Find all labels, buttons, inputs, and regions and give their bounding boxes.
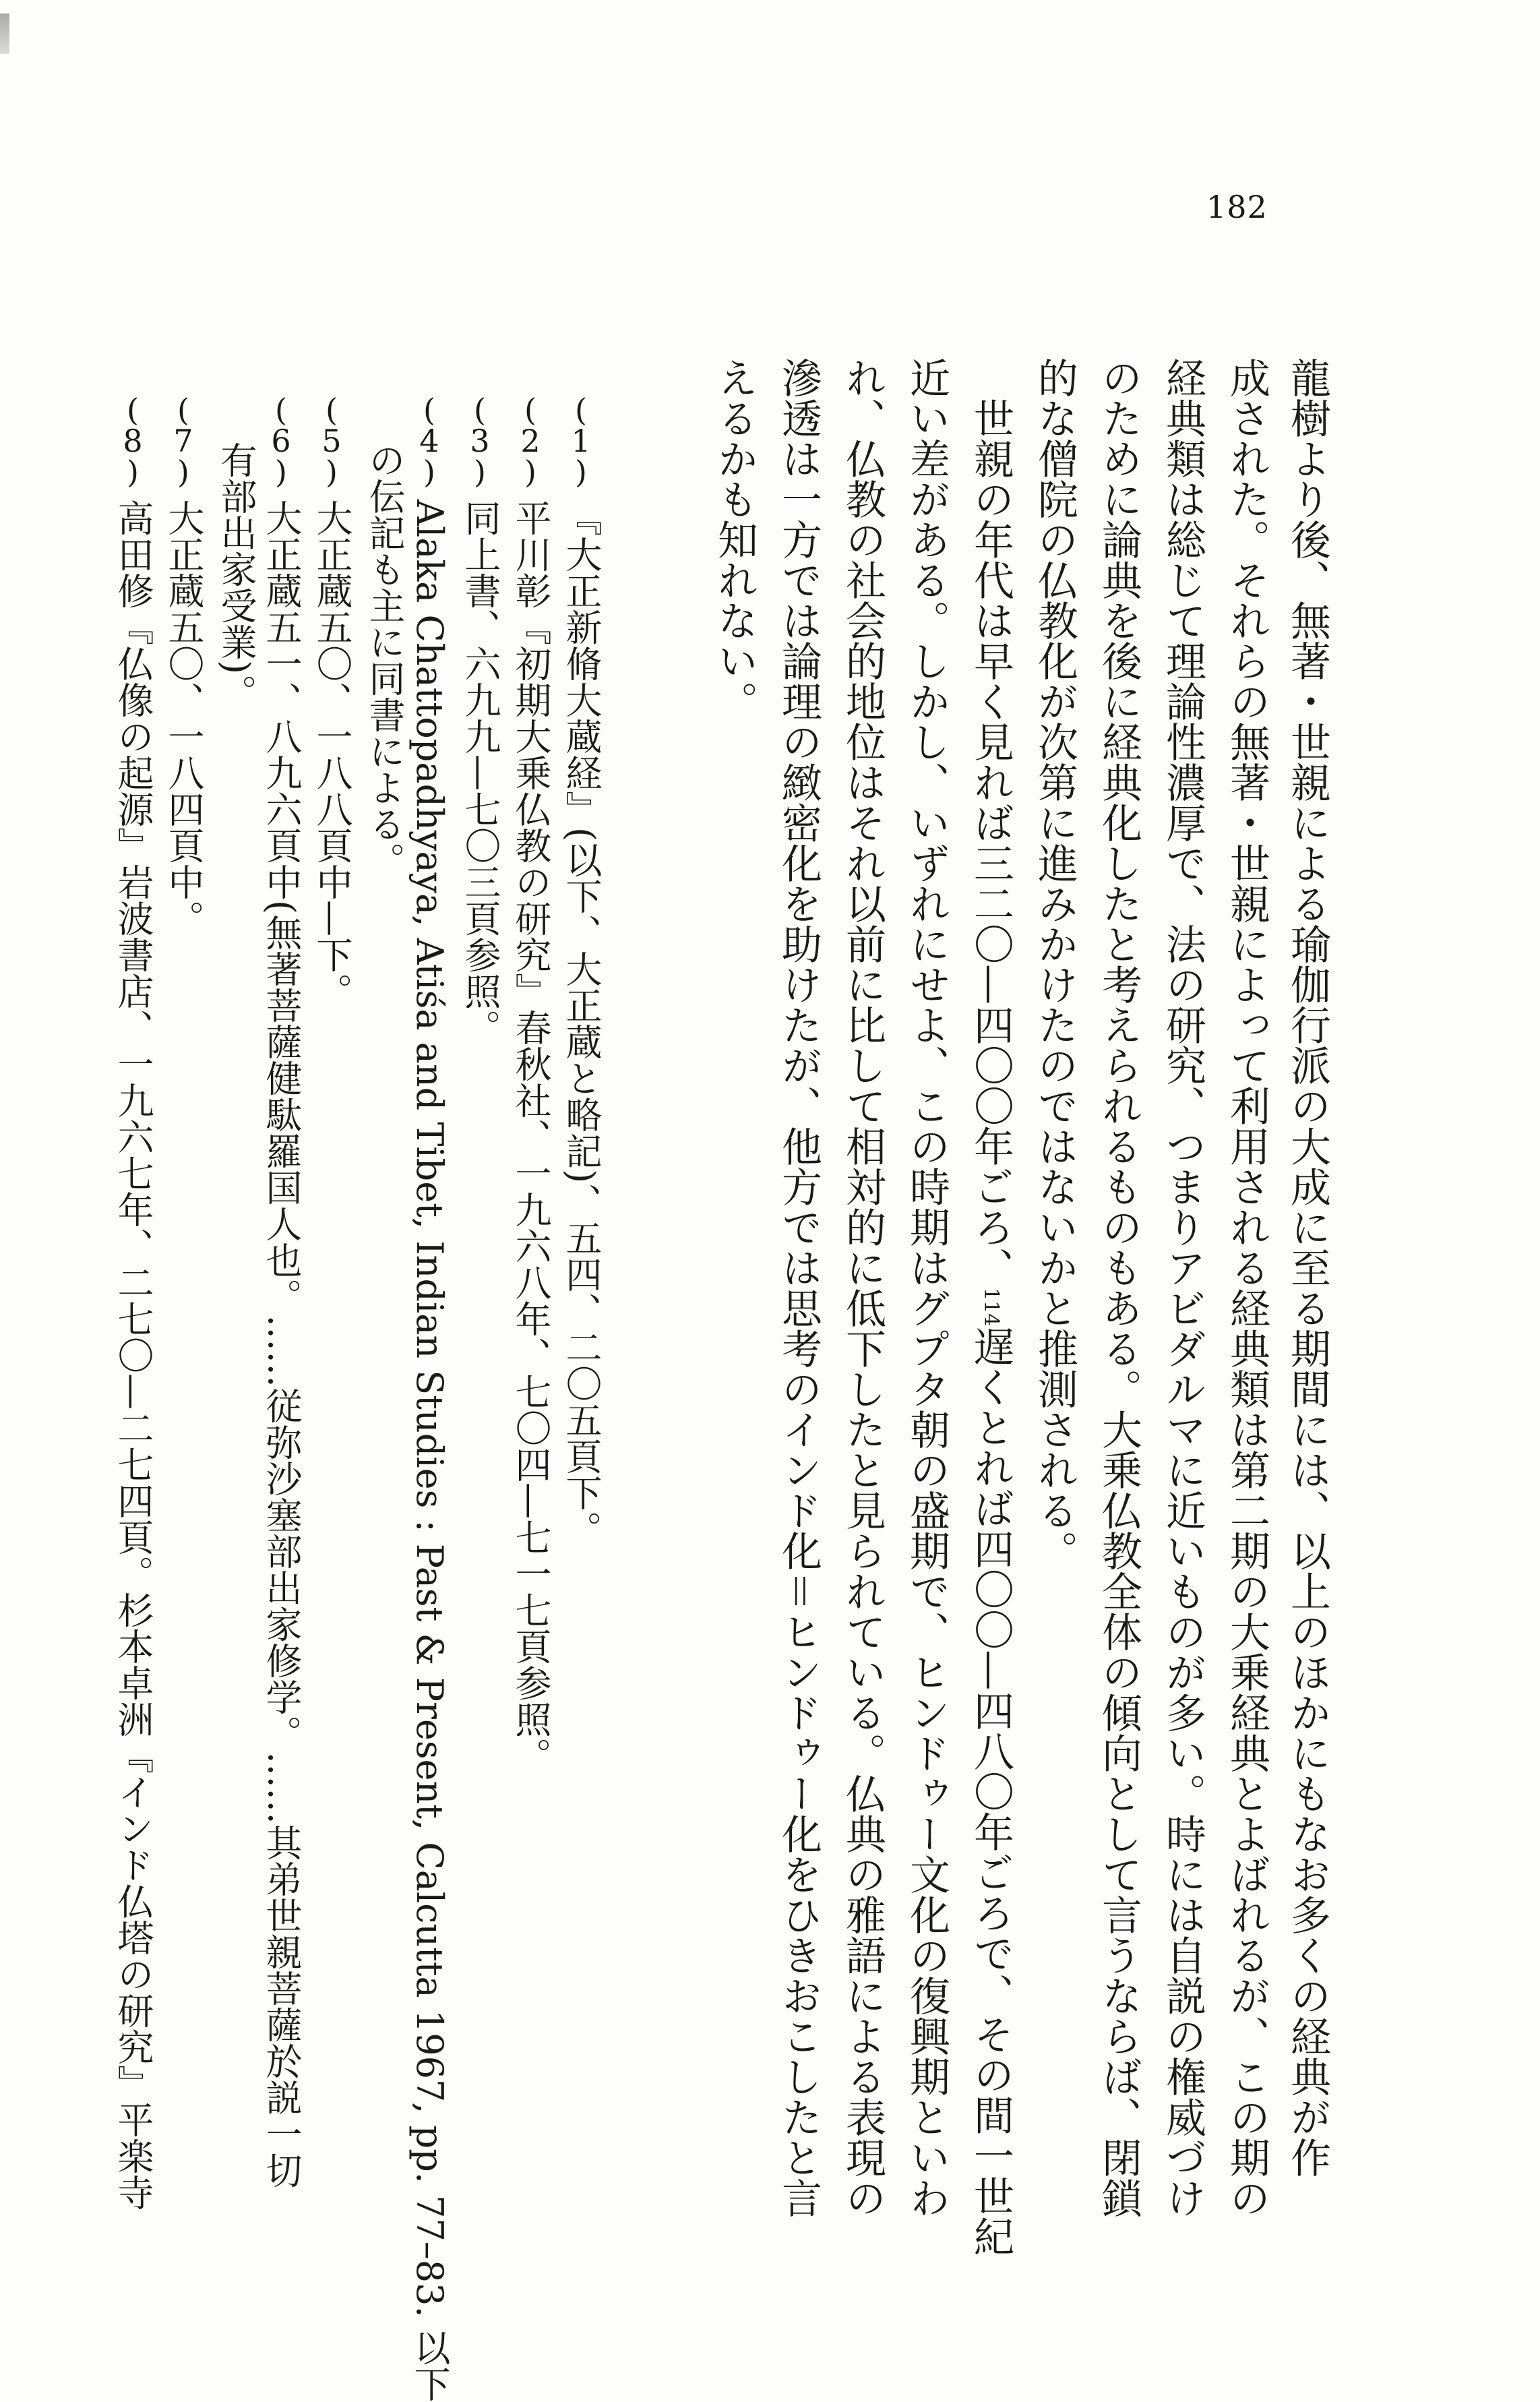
note-number: (8) (123, 394, 143, 487)
main-text-line-6 (967, 398, 1014, 2257)
main-text-line-9: 滲透は一方では論理の緻密化を助けたが、他方では思考のインド化＝ヒンドゥー化をひきおこしたと言 (775, 357, 822, 2218)
main-text-line-3: 経典類は総じて理論性濃厚で、法の研究、つまりアビダルマに近いものが多い。時には自説の権威づけ (1159, 357, 1206, 2218)
note-text: 『大正新脩大蔵経』(以下、大正蔵と略記)、五四、二〇五頁下。 (560, 500, 603, 1548)
main-text-line-6-part-2: 遅くとれば四〇〇—四八〇年ごろで、その間一世紀 (967, 1326, 1014, 2257)
footnote-marker: 114 (979, 1288, 1003, 1327)
main-text-line-10: えるかも知れない。 (711, 357, 758, 721)
note-3 (458, 394, 501, 2161)
scan-edge-mark (0, 13, 9, 54)
note-7 (162, 394, 205, 2161)
note-text: 高田修『仏像の起源』岩波書店、一九六七年、二七〇—二七四頁。杉本卓洲『インド仏塔の研究』平楽寺 (112, 500, 154, 2211)
note-4 (408, 394, 451, 2402)
note-text: 大正蔵五〇、一八四頁中。 (162, 500, 205, 936)
main-text-line-7: 近い差がある。しかし、いずれにせよ、この時期はグプタ朝の盛期で、ヒンドゥー文化の復興期といわ (903, 357, 950, 2218)
note-4-continued: の伝記も主に同書による。 (363, 442, 406, 878)
note-text: Alaka Chattopadhyaya, Atiśa and Tibet, Indian Studies : Past & Present, Calcutta 1967, pp. 77–83. 以下 (408, 500, 451, 2402)
note-6-continued: 有部出家受業)。 (215, 442, 257, 711)
note-number: (4) (419, 394, 439, 487)
note-number: (2) (520, 394, 541, 487)
note-number: (6) (271, 394, 291, 487)
page-number: 182 (1206, 189, 1268, 225)
note-text: 大正蔵五〇、一八八頁中—下。 (311, 500, 353, 1009)
main-text-line-5: 的な僧院の仏教化が次第に進みかけたのではないかと推測される。 (1031, 357, 1078, 1571)
main-text-line-4: のために論典を後に経典化したと考えられるものもある。大乗仏教全体の傾向として言うならば、閉鎖 (1095, 357, 1142, 2218)
main-text-line-2: 成された。それらの無著・世親によって利用される経典類は第二期の大乗経典とよばれるが、この期の (1223, 357, 1270, 2218)
note-1 (559, 394, 603, 2161)
note-number: (5) (321, 394, 342, 487)
note-text: 大正蔵五一、八九六頁中(無著菩薩健駄羅国人也。……従弥沙塞部出家修学。……其弟世親菩薩於説一切 (260, 500, 303, 2189)
note-6 (259, 394, 303, 2189)
note-number: (1) (571, 394, 591, 487)
note-number: (7) (173, 394, 193, 487)
note-text: 同上書、六九九—七〇三頁参照。 (459, 500, 501, 1046)
main-text-line-6-part-1: 世親の年代は早く見れば三二〇—四〇〇年ごろ、 (967, 398, 1014, 1288)
note-8 (111, 394, 154, 2211)
note-number: (3) (470, 394, 490, 487)
note-2 (509, 394, 552, 2161)
note-text: 平川彰『初期大乗仏教の研究』春秋社、一九六八年、七〇四—七一七頁参照。 (510, 500, 552, 1774)
main-text-line-8: れ、仏教の社会的地位はそれ以前に比して相対的に低下したと見られている。仏典の雅語による表現の (839, 357, 886, 2218)
note-5 (310, 394, 353, 2161)
main-text-line-1: 龍樹より後、無著・世親による瑜伽行派の大成に至る期間には、以上のほかにもなお多くの経典が作 (1284, 357, 1331, 2178)
